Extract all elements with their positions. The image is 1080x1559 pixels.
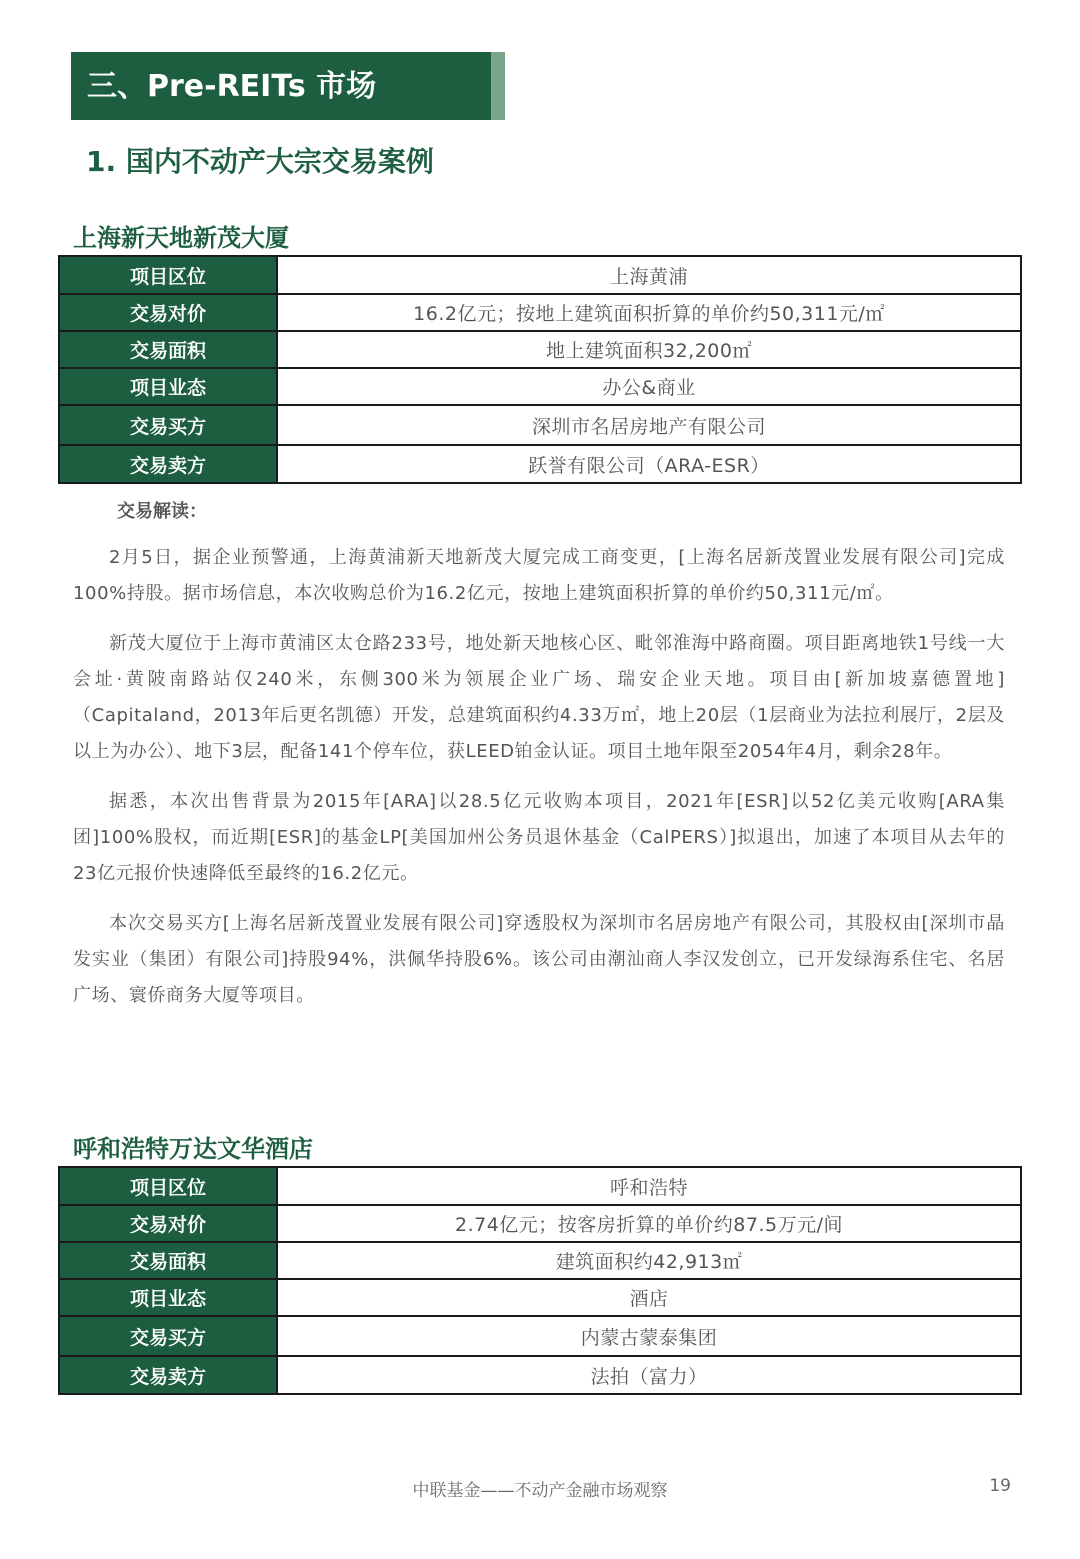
table-row: [59, 294, 1021, 331]
row-value: 16.2亿元；按地上建筑面积折算的单价约50,311元/㎡: [277, 294, 1021, 331]
footer-text: 中联基金——不动产金融市场观察: [412, 1481, 668, 1501]
table-row: [59, 405, 1021, 445]
row-label: 交易面积: [59, 331, 277, 368]
row-label: 项目区位: [59, 256, 277, 294]
table-row: [59, 256, 1021, 294]
table-row: [59, 1167, 1021, 1205]
case2-table: [58, 1166, 1022, 1395]
reading-label: 交易解读：: [117, 501, 207, 522]
paragraph: 新茂大厦位于上海市黄浦区太仓路233号，地处新天地核心区、毗邻淮海中路商圈。项目距离地铁1号线一大会址·黄陂南路站仅240米，东侧300米为领展企业广场、瑞安企业天地。项目由[新加坡嘉德置地]（Capitaland，2013年后更名凯德）开发，总建筑面积约4.33万㎡，地上20层（1层商业为法拉利展厅，2层及以上为办公）、地下3层，配备141个停车位，获LEED铂金认证。项目土地年限至2054年4月，剩余28年。: [73, 633, 1005, 762]
row-value: 呼和浩特: [277, 1167, 1021, 1205]
table-row: [59, 1205, 1021, 1242]
table-row: [59, 331, 1021, 368]
subsection-title: 1. 国内不动产大宗交易案例: [86, 145, 434, 178]
table-row: [59, 1316, 1021, 1356]
row-label: 交易面积: [59, 1242, 277, 1279]
row-value: 酒店: [277, 1279, 1021, 1316]
row-label: 交易买方: [59, 1316, 277, 1356]
row-label: 交易卖方: [59, 1356, 277, 1394]
paragraph: 2月5日，据企业预警通，上海黄浦新天地新茂大厦完成工商变更，[上海名居新茂置业发展有限公司]完成100%持股。据市场信息，本次收购总价为16.2亿元，按地上建筑面积折算的单价约50,311元/㎡。: [73, 547, 1005, 604]
row-label: 交易卖方: [59, 445, 277, 483]
table-row: [59, 1356, 1021, 1394]
paragraph: 本次交易买方[上海名居新茂置业发展有限公司]穿透股权为深圳市名居房地产有限公司，其股权由[深圳市晶发实业（集团）有限公司]持股94%，洪佩华持股6%。该公司由潮汕商人李汉发创立，已开发绿海系住宅、名居广场、寰侨商务大厦等项目。: [73, 913, 1005, 1006]
section-title: 三、Pre-REITs 市场: [87, 69, 377, 104]
row-label: 项目区位: [59, 1167, 277, 1205]
row-value: 办公&商业: [277, 368, 1021, 405]
row-label: 项目业态: [59, 368, 277, 405]
row-label: 交易对价: [59, 294, 277, 331]
table-row: [59, 1242, 1021, 1279]
row-value: 深圳市名居房地产有限公司: [277, 405, 1021, 445]
table-row: [59, 368, 1021, 405]
paragraph: 据悉，本次出售背景为2015年[ARA]以28.5亿元收购本项目，2021年[ESR]以52亿美元收购[ARA集团]100%股权，而近期[ESR]的基金LP[美国加州公务员退休基金（CalPERS）]拟退出，加速了本项目从去年的23亿元报价快速降低至最终的16.2亿元。: [73, 791, 1005, 884]
row-value: 法拍（富力）: [277, 1356, 1021, 1394]
row-value: 跃誉有限公司（ARA-ESR）: [277, 445, 1021, 483]
analysis-text: [73, 540, 1005, 1028]
row-value: 地上建筑面积32,200㎡: [277, 331, 1021, 368]
row-value: 2.74亿元；按客房折算的单价约87.5万元/间: [277, 1205, 1021, 1242]
row-value: 内蒙古蒙泰集团: [277, 1316, 1021, 1356]
row-label: 交易对价: [59, 1205, 277, 1242]
table-row: [59, 445, 1021, 483]
case1-table: [58, 255, 1022, 484]
table-row: [59, 1279, 1021, 1316]
row-label: 交易买方: [59, 405, 277, 445]
row-value: 上海黄浦: [277, 256, 1021, 294]
case2-title: 呼和浩特万达文华酒店: [73, 1135, 313, 1163]
section-banner: [71, 52, 505, 120]
case1-title: 上海新天地新茂大厦: [73, 224, 289, 252]
page-number: 19: [989, 1476, 1011, 1496]
row-value: 建筑面积约42,913㎡: [277, 1242, 1021, 1279]
row-label: 项目业态: [59, 1279, 277, 1316]
